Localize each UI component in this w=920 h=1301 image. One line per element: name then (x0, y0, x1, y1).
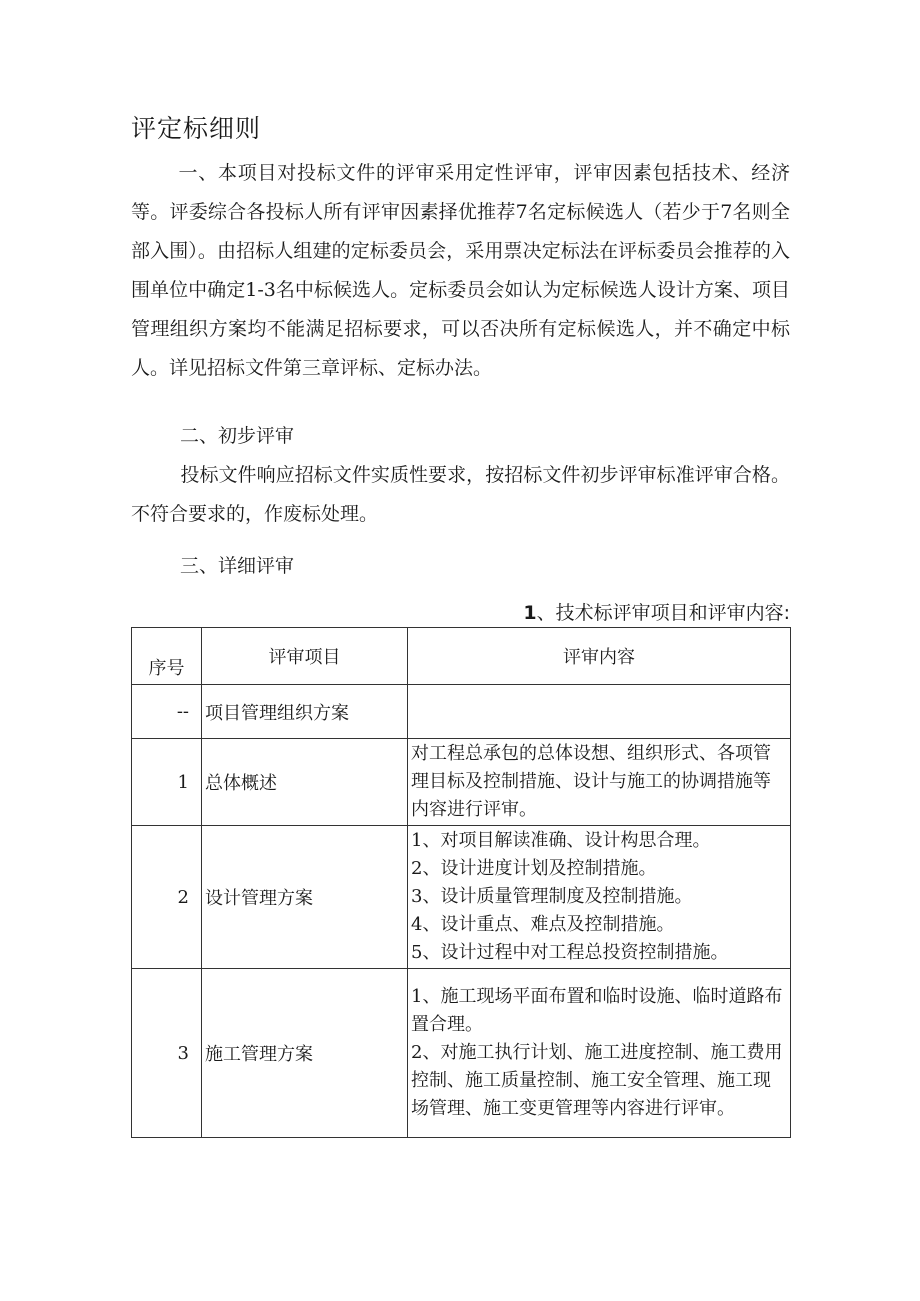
header-content: 评审内容 (408, 628, 791, 685)
row-review-item: 施工管理方案 (202, 969, 408, 1138)
row-number: 2 (132, 826, 202, 969)
document-title: 评定标细则 (131, 114, 262, 143)
row-number: 1 (132, 739, 202, 826)
table-row (132, 826, 791, 969)
review-table (131, 627, 791, 1138)
review-content-line: 对工程总承包的总体设想、组织形式、各项管理目标及控制措施、设计与施工的协调措施等内容进行评审。 (411, 743, 771, 820)
row-review-content (408, 826, 791, 969)
row-number: 3 (132, 969, 202, 1138)
table-caption (523, 597, 790, 629)
row-review-content (408, 969, 791, 1138)
section-2-heading: 二、初步评审 (180, 425, 295, 447)
row-review-content (408, 739, 791, 826)
row-review-content (408, 685, 791, 739)
header-item: 评审项目 (202, 628, 408, 685)
table-body (132, 685, 791, 1138)
review-content-line: 2、对施工执行计划、施工进度控制、施工费用控制、施工质量控制、施工安全管理、施工现场管理、施工变更管理等内容进行评审。 (411, 1042, 783, 1119)
section-1-paragraph: 一、本项目对投标文件的评审采用定性评审，评审因素包括技术、经济等。评委综合各投标人所有评审因素择优推荐7名定标候选人（若少于7名则全部入围）。由招标人组建的定标委员会，采用票决定标法在评标委员会推荐的入围单位中确定1-3名中标候选人。定标委员会如认为定标候选人设计方案、项目管理组织方案均不能满足招标要求，可以否决所有定标候选人，并不确定中标人。详见招标文件第三章评标、定标办法。 (131, 162, 790, 379)
table-row (132, 685, 791, 739)
row-review-item: 项目管理组织方案 (202, 685, 408, 739)
review-content-line: 1、对项目解读准确、设计构思合理。 (411, 830, 711, 851)
table-header-row (132, 628, 791, 685)
table-row (132, 739, 791, 826)
row-number: -- (132, 685, 202, 739)
table-row (132, 969, 791, 1138)
section-3-heading: 三、详细评审 (180, 555, 295, 577)
review-content-line: 1、施工现场平面布置和临时设施、临时道路布置合理。 (411, 986, 783, 1035)
row-review-item: 设计管理方案 (202, 826, 408, 969)
row-review-item: 总体概述 (202, 739, 408, 826)
review-content-line: 2、设计进度计划及控制措施。 (411, 858, 657, 879)
review-content-line: 5、设计过程中对工程总投资控制措施。 (411, 942, 729, 963)
section-2-paragraph: 投标文件响应招标文件实质性要求，按招标文件初步评审标准评审合格。不符合要求的，作废标处理。 (131, 464, 790, 525)
table-caption-number: 1 (523, 602, 537, 624)
table-caption-text: 、技术标评审项目和评审内容: (536, 602, 790, 624)
review-content-line: 4、设计重点、难点及控制措施。 (411, 914, 675, 935)
header-no: 序号 (132, 628, 202, 685)
review-content-line: 3、设计质量管理制度及控制措施。 (411, 886, 693, 907)
